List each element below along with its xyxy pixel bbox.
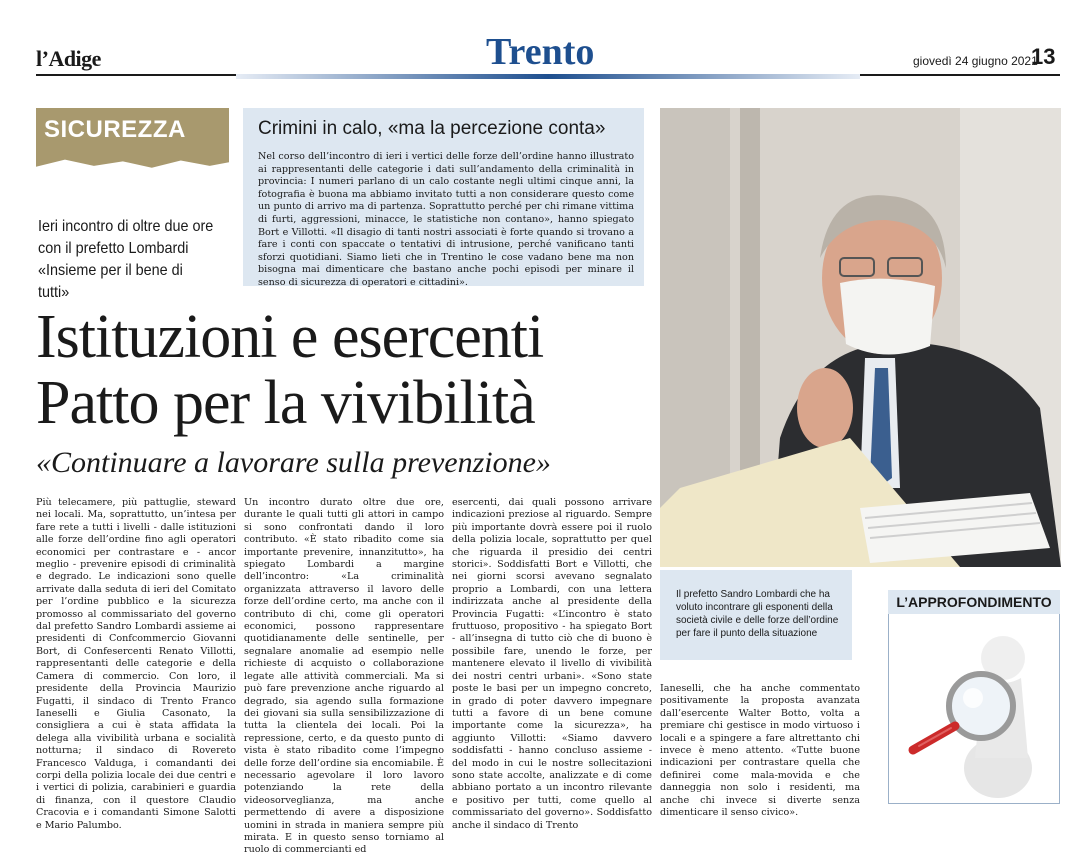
headline-line-2: Patto per la vivibilità — [36, 369, 535, 437]
kicker-label: SICUREZZA — [44, 116, 186, 143]
prefect-photo — [660, 108, 1061, 567]
approfondimento-title: L’APPROFONDIMENTO — [888, 590, 1060, 614]
sidebar-box-title: Crimini in calo, «ma la percezione conta» — [258, 118, 606, 139]
issue-date: giovedì 24 giugno 2021 — [913, 54, 1038, 68]
prefect-photo-illustration — [660, 108, 1061, 567]
kicker-subtitle: Ieri incontro di oltre due ore con il prefetto Lombardi «Insieme per il bene di tutti» — [38, 218, 214, 301]
newspaper-logo: l’Adige — [36, 46, 101, 71]
magnifying-glass-icon — [893, 618, 1055, 800]
headline — [36, 304, 656, 436]
photo-caption: Il prefetto Sandro Lombardi che ha voluto incontrare gli esponenti della società civile e delle forze dell’ordine per fare il punto della situazione — [676, 589, 839, 639]
article-column-1: Più telecamere, più pattuglie, steward nei locali. Ma, soprattutto, un’intesa per fare rete a tutti i livelli - dalle istituzioni alle forze dell’ordine fino agli operatori economici per contrastare e - ancor meglio - prevenire episodi di criminalità e degrado. Le indicazioni sono quelle arrivate dalla seduta di ieri del Comitato per l’ordine pubblico e la sicurezza promosso al commissariato del governo dal prefetto Sandro Lombardi assieme ai presidenti di Confcommercio Giovanni Bort, di Confesercenti Renato Villotti, rappresentanti delle categorie e della Camera di commercio. Con loro, il presidente della Provincia Maurizio Fugatti, il sindaco di Trento Franco Ianeselli e Giulia Casonato, la consigliera a cui è stata affidata la delega alla vivibilità urbana e socialità notturna; il sindaco di Rovereto Francesco Valduga, i comandanti dei corpi della polizia locale dei due centri e i vertici di polizia, carabinieri e guardia di finanza, con il questore Claudio Cracovia e i comandanti Simone Salotti e Mario Palumbo. — [36, 497, 236, 831]
header-rule-gradient — [236, 74, 860, 79]
article-column-3: esercenti, dai quali possono arrivare indicazioni preziose al riguardo. Sempre più importante dovrà essere poi il ruolo della polizia locale, soprattutto per quel che riguarda il presidio dei centri storici». Soddisfatti Bort e Villotti, che nei giorni scorsi avevano segnalato proprio a Lombardi, con una lettera indirizzata anche al presidente della Provincia Fugatti: «L’incontro è stato fruttuoso, propositivo - ha spiegato Bort - all’insegna di tutto ciò che di buono è possibile fare, unendo le forze, per mantenere elevato il livello di vivibilità dei nostri centri urbani». «Sono state poste le basi per un impegno concreto, in grado di poter davvero impegnare tutti a favore di un bene comune importante come la sicurezza», ha aggiunto Villotti: «Siamo davvero soddisfatti - hanno concluso assieme - del modo in cui le nostre sollecitazioni sono state accolte, analizzate e di come abbiano portato a un incontro rilevante e positivo per tutti, come quello al commissariato del governo». Soddisfatto anche il sindaco di Trento — [452, 497, 652, 831]
headline-line-1: Istituzioni e esercenti — [36, 303, 544, 371]
page-number: 13 — [1031, 44, 1056, 69]
header-rule-left — [36, 74, 236, 76]
sidebar-box-text: Nel corso dell’incontro di ieri i vertici delle forze dell’ordine hanno illustrato ai rappresentanti delle categorie i dati sull’andamento della criminalità in provincia: I numeri parlano di un calo costante negli ultimi cinque anni, la fotografia è buona ma abbiamo invitato tutti a non considerare questo come un punto di arrivo ma di partenza. Soprattutto perché per chi rimane vittima di furti, aggressioni, minacce, le statistiche non contano», hanno spiegato Bort e Villotti. «Il disagio di tanti nostri associati è forte quando si trovano a fare i conti con spaccate o tentativi di intrusione, perché vanificano tanti sforzi quotidiani. Siamo lieti che in Trentino le cose vadano bene ma non bisogna mai dimenticare che bastano anche pochi episodi per minare il senso di sicurezza di operatori e cittadini». — [258, 151, 634, 288]
magnifying-glass-illustration — [893, 618, 1055, 800]
header-rule-right — [860, 74, 1060, 76]
article-column-4: Ianeselli, che ha anche commentato positivamente la proposta avanzata dall’esercente Walter Botto, volta a premiare chi gestisce in modo virtuoso i locali e a spingere a fare altrettanto chi invece è meno attento. «Tutte buone indicazioni per contrastare quella che definirei come mala-movida e che danneggia non solo i residenti, ma anche chi invece si diverte senza dimenticare il senso civico». — [660, 683, 860, 819]
section-title: Trento — [486, 31, 595, 73]
article-column-2: Un incontro durato oltre due ore, durante le quali tutti gli attori in campo si sono confrontati dando il loro contributo. «È stato ribadito come sia importante prevenire, innanzitutto», ha spiegato Lombardi a margine dell’incontro: «La criminalità organizzata attraverso il lavoro delle forze dell’ordine certo, ma anche con il contributo di chi, come gli operatori economici, possono rappresentare quotidianamente delle sentinelle, per segnalare anomalie ad esempio nelle richieste di acquisto o collaborazione legate alle attività commerciali. Ma si può fare prevenzione anche riguardo al degrado, sia agendo sulla formazione dei giovani sia sulla sensibilizzazione di tutta la clientela dei locali. Poi la repressione, certo, e da questo punto di vista è stato ribadito come l’impegno delle forze dell’ordine sia encomiabile. È necessario agevolare il loro lavoro potenziando la rete della videosorveglianza, ma anche permettendo di avere a disposizione uomini in strada in maniera sempre più mirata. E in questo senso torniamo al ruolo di commercianti ed — [244, 497, 444, 856]
subheadline: «Continuare a lavorare sulla prevenzione» — [36, 446, 551, 479]
